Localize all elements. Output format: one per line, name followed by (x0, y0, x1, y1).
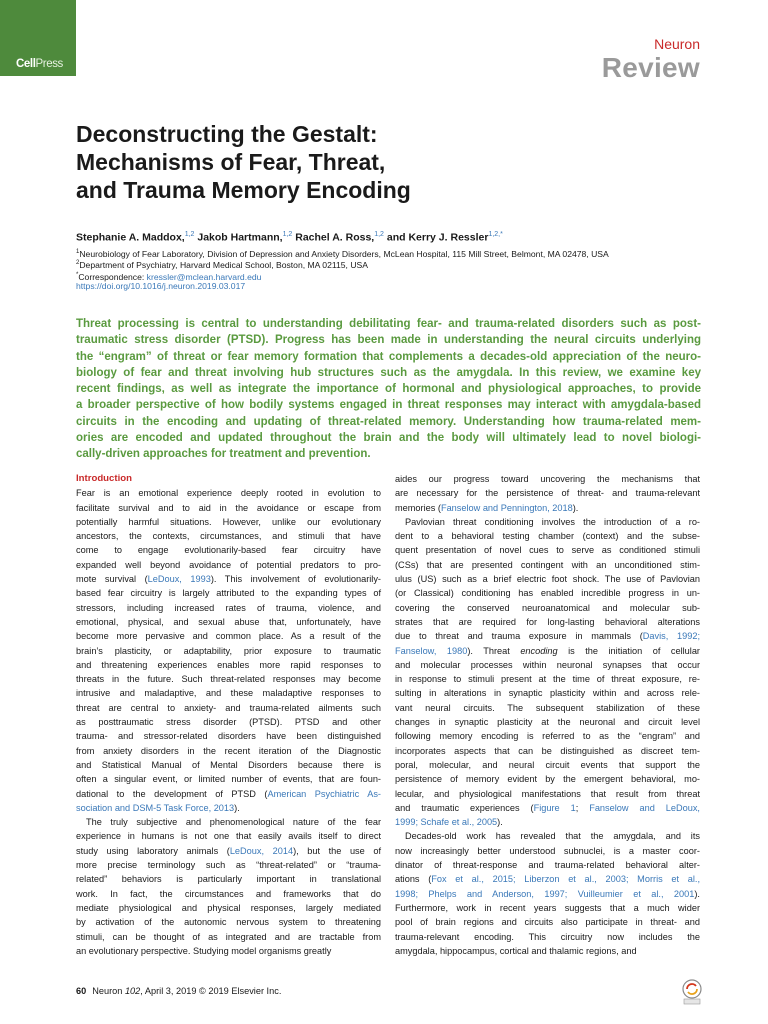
body-text-line (395, 529, 700, 543)
body-text-line (395, 915, 700, 929)
text-segment: ). Threat (467, 645, 521, 656)
text-segment: Pavlovian threat conditioning involves the introduction of a ro- (405, 516, 700, 527)
affiliation-1: $^1$Neurobiology of Fear Laboratory, Division of Depression and Anxiety Disorders, McLean Hospital, 115 Mill Street, Belmont, MA 02478, USA (76, 248, 609, 259)
body-text-line (395, 729, 700, 743)
text-segment: pool of brain regions and circuits also participate in threat- and (395, 917, 700, 928)
body-text-line (76, 829, 381, 843)
body-text-line (395, 887, 700, 901)
text-segment: trauma- and stressor-related disorders have been distinguished (76, 731, 381, 742)
body-text-line (395, 615, 700, 629)
body-text-line (395, 501, 700, 515)
text-segment: memories ( (395, 502, 441, 513)
body-text-line (76, 529, 381, 543)
text-segment: stressors, including increased rates of trauma, violence, and (76, 602, 381, 613)
footer-citation: , April 3, 2019 © 2019 Elsevier Inc. (140, 986, 282, 996)
text-segment: emotional, physical, and sexual abuse that, unfortunately, have (76, 616, 381, 627)
body-text-line (76, 858, 381, 872)
body-text-line (76, 729, 381, 743)
body-text-line (76, 944, 381, 958)
affiliation-2: $^2$Department of Psychiatry, Harvard Medical School, Boston, MA 02115, USA (76, 260, 369, 271)
citation-link[interactable]: American Psychiatric As- (267, 788, 381, 799)
text-segment: by activation of the autonomic nervous system to threatening (76, 917, 381, 928)
body-text-line (395, 658, 700, 672)
text-segment: ). This involvement of evolutionarily- (210, 574, 381, 585)
body-text-line (76, 787, 381, 801)
body-column-left (76, 472, 381, 958)
text-segment: an evolutionary perspective. Studying model organisms greatly (76, 945, 332, 956)
text-segment: due to threat and trauma exposure in mammals ( (395, 631, 643, 642)
author-affiliation-sup[interactable]: 1,2,* (488, 231, 503, 238)
text-segment: ulus (US) such as a brief electric foot shock. The use of Pavlovian (395, 574, 700, 585)
body-text-line (395, 701, 700, 715)
citation-link[interactable]: Figure 1 (533, 802, 576, 813)
body-text-line (395, 801, 700, 815)
body-text-line (76, 758, 381, 772)
doi-link[interactable]: https://doi.org/10.1016/j.neuron.2019.03.017 (76, 280, 246, 291)
body-text-line (395, 787, 700, 801)
citation-link[interactable]: LeDoux, 2014 (229, 845, 294, 856)
text-segment: aides our progress toward uncovering the mechanisms that (395, 474, 700, 484)
text-segment: The truly subjective and phenomenological nature of the fear (86, 817, 381, 828)
abstract-line: circuits in the encoding and updating of threat-related memory. Understanding how trauma-related mem- (76, 415, 701, 428)
body-text-line (76, 515, 381, 529)
abstract-line: a broader perspective of how bodily systems engaged in threat responses may interact with amygdala-based (76, 399, 701, 412)
body-text-line (76, 715, 381, 729)
text-segment: often a singular event, or limited number of events, that are foun- (76, 774, 381, 785)
text-segment: ancestors, the contexts, circumstances, and stimuli that have (76, 531, 381, 542)
text-segment: ). (572, 502, 579, 513)
body-text-line (395, 930, 700, 944)
text-segment: vant neural circuits. The subsequent stabilization of these (395, 702, 700, 713)
body-text-line (395, 558, 700, 572)
text-segment: stimuli, can be thought of as integrated and are tractable from (76, 931, 381, 942)
text-segment: facilitate survival and to aid in the avoidance or escape from (76, 502, 381, 513)
body-column-right (395, 472, 700, 958)
footer-journal: Neuron (92, 986, 123, 996)
body-text-line (76, 744, 381, 758)
text-segment: as posttraumatic stress disorder (PTSD). PTSD and other (76, 717, 381, 728)
text-segment: Fear is an emotional experience deeply rooted in evolution to (76, 488, 381, 499)
text-segment: threat are central to anxiety- and trauma-related ailments such (76, 702, 381, 713)
author-affiliation-sup[interactable]: 1,2 (184, 231, 195, 238)
text-segment: amygdala, hippocampus, cortical and thalamic regions, and (395, 945, 637, 956)
text-segment: become more pervasive and common place. As a result of the (76, 631, 381, 642)
citation-link[interactable]: 1999; Schafe et al., 2005 (395, 817, 498, 828)
abstract-line: traumatic stress disorder (PTSD). Progress has been made in understanding the neural circuits underlying (76, 334, 701, 347)
text-segment: following memory encoding is referred to as the “engram” and (395, 731, 700, 742)
body-text-line (76, 572, 381, 586)
text-segment: Decades-old work has revealed that the amygdala, and its (405, 831, 700, 842)
text-segment: experience in humans is not one that easily avails itself to direct (76, 831, 381, 842)
text-segment: dinator of threat-response and trauma-related behavioral alter- (395, 860, 700, 871)
citation-link[interactable]: 1998; Phelps and Anderson, 1997; Vuilleumier et al., 2001 (395, 888, 695, 899)
body-text-line (76, 701, 381, 715)
text-segment: strates that are required for long-lasting behavioral alterations (395, 616, 700, 627)
text-segment: dational to the development of PTSD ( (76, 788, 268, 799)
author-name: Stephanie A. Maddox, (76, 231, 185, 244)
text-segment: poral, molecular, and neural circuit events that support the (395, 759, 700, 770)
body-text-line (395, 858, 700, 872)
text-segment: is the initiation of cellular (557, 645, 700, 656)
citation-link[interactable]: Fanselow and LeDoux, (589, 802, 700, 813)
body-text-line (76, 801, 381, 815)
author-affiliation-sup[interactable]: 1,2 (374, 231, 384, 238)
author-name: and Kerry J. Ressler (386, 231, 489, 244)
text-segment: and traumatic experiences ( (395, 802, 534, 813)
body-text-line (76, 672, 381, 686)
body-text-line (76, 629, 381, 643)
text-segment: intrusive and maladaptive, and these maladaptive responses to (76, 688, 381, 699)
page-number: 60 (76, 986, 87, 996)
text-segment: based fear circuitry is largely attributed to the expanding types of (76, 588, 381, 599)
body-text-line (395, 601, 700, 615)
text-segment: changes in synaptic plasticity at the neuronal and circuit level (395, 717, 700, 728)
text-segment: trauma-relevant encoding. This circuitry now includes the (395, 931, 700, 942)
body-text-line (76, 815, 381, 829)
text-segment: are necessary for the persistence of threat- and trauma-relevant (395, 488, 700, 499)
body-text-line (395, 944, 700, 958)
body-text-line (395, 586, 700, 600)
text-segment: more precise terminology such as “threat-related” or “trauma- (76, 860, 381, 871)
correspondence-email-link[interactable]: kressler@mclean.harvard.edu (146, 271, 262, 282)
footer-volume: 102 (124, 986, 141, 996)
body-text-line (395, 815, 700, 829)
body-text-line (395, 672, 700, 686)
body-text-line (395, 629, 700, 643)
body-text-line (76, 686, 381, 700)
citation-link[interactable]: Fanselow, 1980 (395, 645, 468, 656)
body-text-line (76, 615, 381, 629)
text-segment: persistence of memory evident by the emergent behavioral, mo- (395, 774, 700, 785)
body-text-line (395, 644, 700, 658)
text-segment: brain’s plasticity, or adaptability, prior exposure to traumatic (76, 645, 381, 656)
body-text-line (395, 758, 700, 772)
body-text-line (395, 486, 700, 500)
body-text-line (76, 586, 381, 600)
doi (76, 281, 609, 292)
text-segment: ations ( (395, 874, 432, 885)
text-segment: ). (694, 888, 700, 899)
body-text-line (395, 829, 700, 843)
page-footer (76, 986, 281, 996)
text-segment: mediate physiological and physical responses, largely mediated (76, 902, 381, 913)
text-segment: work. In fact, the circumstances and frameworks that do (76, 888, 381, 899)
body-text-line (76, 915, 381, 929)
text-segment: lecular, and physiological manifestations that result from threat (395, 788, 700, 799)
body-text-line (76, 901, 381, 915)
body-text-line (76, 658, 381, 672)
body-text-line (395, 872, 700, 886)
text-segment: now increasingly better understood subnuclei, is a master coor- (395, 845, 700, 856)
title-line: Deconstructing the Gestalt: (76, 121, 378, 147)
body-text-line (76, 558, 381, 572)
citation-link[interactable]: sociation and DSM-5 Task Force, 2013 (76, 802, 235, 813)
abstract-line: recent findings, as well as integrate the importance of hormonal and physiological approaches, to provide (76, 383, 701, 396)
text-segment: ; (575, 802, 590, 813)
body-text-line (76, 486, 381, 500)
body-text-line (395, 901, 700, 915)
body-text-line (76, 844, 381, 858)
body-text-line (76, 872, 381, 886)
text-segment: sulting in alterations in synaptic plasticity within and across rele- (395, 688, 700, 699)
check-for-updates-icon[interactable] (680, 978, 704, 1006)
text-segment: and molecular processes within neuronal synapses that occur (395, 659, 700, 670)
body-text-line (395, 686, 700, 700)
journal-name: Neuron (654, 36, 700, 52)
author-list (76, 231, 503, 244)
cellpress-logo (0, 0, 76, 76)
text-segment: and threatening experiences enables more rapid responses to (76, 659, 381, 670)
body-text-line (76, 887, 381, 901)
body-text-line (395, 715, 700, 729)
body-text-line (76, 772, 381, 786)
body-text-line (395, 515, 700, 529)
citation-link[interactable]: Fanselow and Pennington, 2018 (440, 502, 573, 513)
text-segment: and Statistical Manual of Mental Disorders because there is (76, 759, 381, 770)
body-text-line (76, 930, 381, 944)
text-segment: ). (234, 802, 240, 813)
text-segment: mote survival ( (76, 574, 148, 585)
text-segment: expanded well beyond avoidance of potential predators to pro- (76, 559, 381, 570)
author-affiliation-sup[interactable]: 1,2 (282, 231, 293, 238)
citation-link[interactable]: Fox et al., 2015; Liberzon et al., 2003; Morris et al., (431, 874, 700, 885)
title-line: Mechanisms of Fear, Threat, (76, 149, 386, 175)
body-text-line (76, 601, 381, 615)
text-segment: Furthermore, work in recent years suggests that a much wider (395, 902, 700, 913)
correspondence: *Correspondence: kressler@mclean.harvard.edu (76, 271, 262, 282)
text-segment: ), but the use of (293, 845, 382, 856)
text-segment: related” behaviors is particularly important in translational (76, 874, 381, 885)
text-segment: from anxiety disorders in the recent iteration of the Diagnostic (76, 745, 381, 756)
text-segment: (CSs) that are presented contingent with an unconditioned stim- (395, 559, 700, 570)
text-segment: (or Classical) conditioning has enabled incredible progress in un- (395, 588, 700, 599)
abstract-line: Threat processing is central to understanding debilitating fear- and trauma-related disorders such as post- (76, 318, 701, 330)
body-text-line (395, 543, 700, 557)
text-segment: ). (497, 817, 503, 828)
body-text-line (395, 472, 700, 486)
body-text-line (395, 572, 700, 586)
author-name: Jakob Hartmann, (197, 231, 283, 244)
article-metadata (76, 247, 609, 292)
article-type: Review (601, 52, 700, 83)
cellpress-logo-text: CellPress (16, 58, 63, 70)
text-segment: dent to a behavioral testing chamber (context) and the subse- (395, 531, 700, 542)
title-line: and Trauma Memory Encoding (76, 177, 411, 203)
abstract (76, 316, 701, 463)
citation-link[interactable]: LeDoux, 1993 (147, 574, 211, 585)
body-text-line (76, 644, 381, 658)
text-segment: covering the conserved neuroanatomical and molecular sub- (395, 602, 700, 613)
body-text-line (76, 501, 381, 515)
text-segment: quent presentation of novel cues to serve as conditioned stimuli (395, 545, 700, 556)
text-segment: study using laboratory animals ( (76, 845, 230, 856)
article-title (76, 120, 546, 204)
text-segment: come to engage evolutionarily-based fear circuitry have (76, 545, 381, 556)
abstract-line: biology of fear and threat involving hub structures such as the amygdala. In this review, we examine key (76, 366, 701, 379)
text-segment: threats in the future. Such threat-related responses may become (76, 674, 381, 685)
body-text-line (395, 844, 700, 858)
text-segment: in response to stimuli present at the time of threat exposure, re- (395, 674, 700, 685)
abstract-line: the “engram” of threat or fear memory formation that complements a decades-old appreciation of the neuro- (76, 350, 701, 363)
author-name: Rachel A. Ross, (295, 231, 375, 244)
text-segment: potentially harmful situations. However, unlike our evolutionary (76, 516, 381, 527)
body-text-line (395, 772, 700, 786)
emphasis-text: encoding (520, 645, 558, 656)
abstract-line: cally-driven approaches for treatment and prevention. (76, 448, 371, 461)
citation-link[interactable]: Davis, 1992; (642, 631, 700, 642)
abstract-line: ories are encoded and updated throughout the brain and the body will ultimately lead to novel biologi- (76, 432, 701, 445)
text-segment: incorporates aspects that can be distinguished as discreet tem- (395, 745, 700, 756)
body-text-line (76, 543, 381, 557)
body-text-line (395, 744, 700, 758)
section-heading-introduction: Introduction (76, 473, 132, 484)
